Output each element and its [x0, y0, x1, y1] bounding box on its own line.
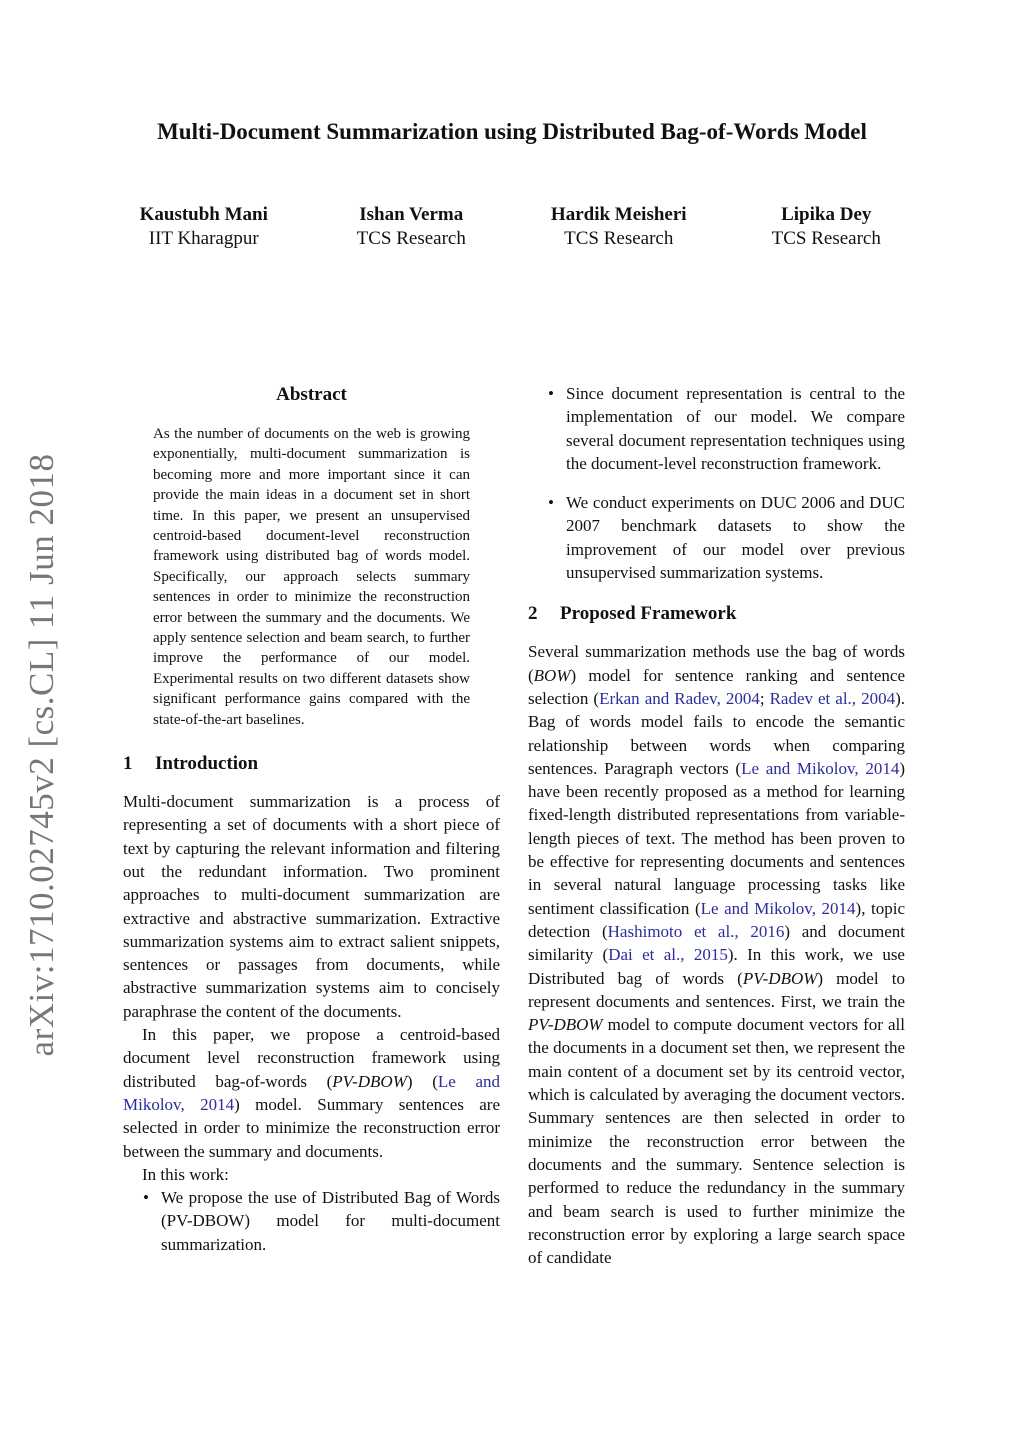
author-list: [100, 203, 930, 251]
section-number: 1: [123, 753, 133, 775]
model-name: BOW: [533, 665, 571, 685]
list-item: [528, 491, 905, 584]
text-run: ), topic detection (: [528, 898, 906, 941]
text-run: ) and document similarity (: [528, 921, 905, 965]
citation-link[interactable]: Hashimoto et al., 2016: [607, 921, 785, 941]
contribution-list: [123, 1186, 500, 1256]
text-run: ;: [759, 688, 770, 708]
left-column: [123, 382, 500, 1256]
text-run: ) (: [406, 1071, 438, 1091]
section-number: 2: [528, 603, 538, 625]
paper-title: Multi-Document Summarization using Distributed Bag-of-Words Model: [157, 119, 867, 144]
citation-link[interactable]: Le and Mikolov, 2014: [700, 898, 856, 918]
intro-paragraph: In this work:: [142, 1164, 229, 1184]
text-run: ) model. Summary sentences are selected in order to minimize the reconstruction error between the summary and documents.: [123, 1094, 500, 1161]
list-item-text: We propose the use of Distributed Bag of Words (PV-DBOW) model for multi-document summarization.: [161, 1188, 500, 1254]
text-run: In this paper, we propose a centroid-based document level reconstruction framework using distributed bag-of-words (: [123, 1025, 500, 1091]
text-run: ). Bag of words model fails to encode the semantic relationship between words when comparing sentences. Paragraph vectors (: [528, 688, 905, 778]
author-affiliation: TCS Research: [564, 228, 674, 249]
author: [104, 203, 304, 251]
author-name: Ishan Verma: [359, 204, 464, 225]
contribution-list: [528, 382, 905, 584]
citation-link[interactable]: Le and Mikolov, 2014: [741, 758, 900, 778]
bullet-icon: •: [548, 493, 554, 513]
framework-paragraph: [528, 640, 905, 1269]
citation-link[interactable]: Le and Mikolov, 2014: [123, 1071, 500, 1114]
author-affiliation: IIT Kharagpur: [148, 228, 259, 249]
section-heading-proposed-framework: [528, 602, 905, 626]
intro-paragraph: [123, 1023, 500, 1163]
right-column: [528, 382, 905, 1269]
section-title: Proposed Framework: [560, 603, 737, 625]
list-item: [528, 382, 905, 475]
abstract-text: As the number of documents on the web is growing exponentially, multi-document summarization is becoming more and more important since it can provide the main ideas in a document set in short time. In this paper, we present an unsupervised centroid-based document-level reconstruction framework using distributed bag of words model. Specifically, our approach selects summary sentences in order to minimize the reconstruction error between the summary and the documents. We apply sentence selection and beam search, to further improve the performance of our model. Experimental results on two different datasets show significant performance gains compared with the state-of-the-art baselines.: [153, 426, 470, 728]
bullet-icon: •: [143, 1188, 149, 1208]
author: [519, 203, 719, 251]
author: [311, 203, 511, 251]
author: [726, 203, 926, 251]
abstract-heading: Abstract: [276, 384, 347, 405]
citation-link[interactable]: Dai et al., 2015: [608, 945, 728, 965]
list-item: [123, 1186, 500, 1256]
author-name: Hardik Meisheri: [550, 204, 687, 225]
text-run: Several summarization methods use the bag of words (: [528, 642, 905, 685]
citation-link[interactable]: Radev et al., 2004: [769, 688, 896, 708]
arxiv-identifier: arXiv:1710.02745v2 [cs.CL] 11 Jun 2018: [22, 453, 61, 1057]
intro-paragraph: Multi-document summarization is a process of representing a set of documents with a short piece of text by capturing the relevant information and filtering out the redundant information. Two prominent approaches to multi-document summarization are extractive and abstractive summarization. Extractive summarization systems aim to extract salient snippets, sentences or passages from documents, while abstractive summarization systems aim to concisely paraphrase the content of the documents.: [123, 792, 500, 1021]
model-name: PV-DBOW: [742, 968, 818, 988]
text-run: ). In this work, we use Distributed bag of words (: [528, 945, 905, 988]
bullet-icon: •: [548, 384, 554, 403]
text-run: model to compute document vectors for all the documents in a document set then, we represent the main content of a document set by its centroid vector, which is calculated by averaging the document vectors. Summary sentences are then selected in order to minimize the reconstruction error between the documents and the summary. Sentence selection is performed to reduce the redundancy in the summary and beam search is used to further minimize the reconstruction error by exploring a large search space of candidate: [528, 1015, 905, 1268]
model-name: PV-DBOW: [528, 1015, 603, 1035]
author-affiliation: TCS Research: [771, 228, 881, 249]
list-item-text: We conduct experiments on DUC 2006 and DUC 2007 benchmark datasets to show the improvement of our model over previous unsupervised summarization systems.: [566, 493, 905, 583]
author-name: Lipika Dey: [781, 204, 872, 225]
text-run: ) model to represent documents and sentences. First, we train the: [528, 968, 905, 1011]
section-title: Introduction: [155, 753, 259, 775]
text-run: ) model for sentence ranking and sentence selection (: [528, 665, 905, 708]
list-item-text: Since document representation is central to the implementation of our model. We compare several document representation techniques using the document-level reconstruction framework.: [566, 384, 905, 473]
author-name: Kaustubh Mani: [139, 204, 268, 225]
section-heading-introduction: [123, 752, 500, 776]
model-name: PV-DBOW: [332, 1071, 407, 1091]
text-run: ) have been recently proposed as a method for learning fixed-length distributed representations from variable-length pieces of text. The method has been proven to be effective for representing documents and sentences in several natural language processing tasks like sentiment classification (: [528, 758, 905, 918]
author-affiliation: TCS Research: [356, 228, 466, 249]
citation-link[interactable]: Erkan and Radev, 2004: [599, 688, 760, 708]
